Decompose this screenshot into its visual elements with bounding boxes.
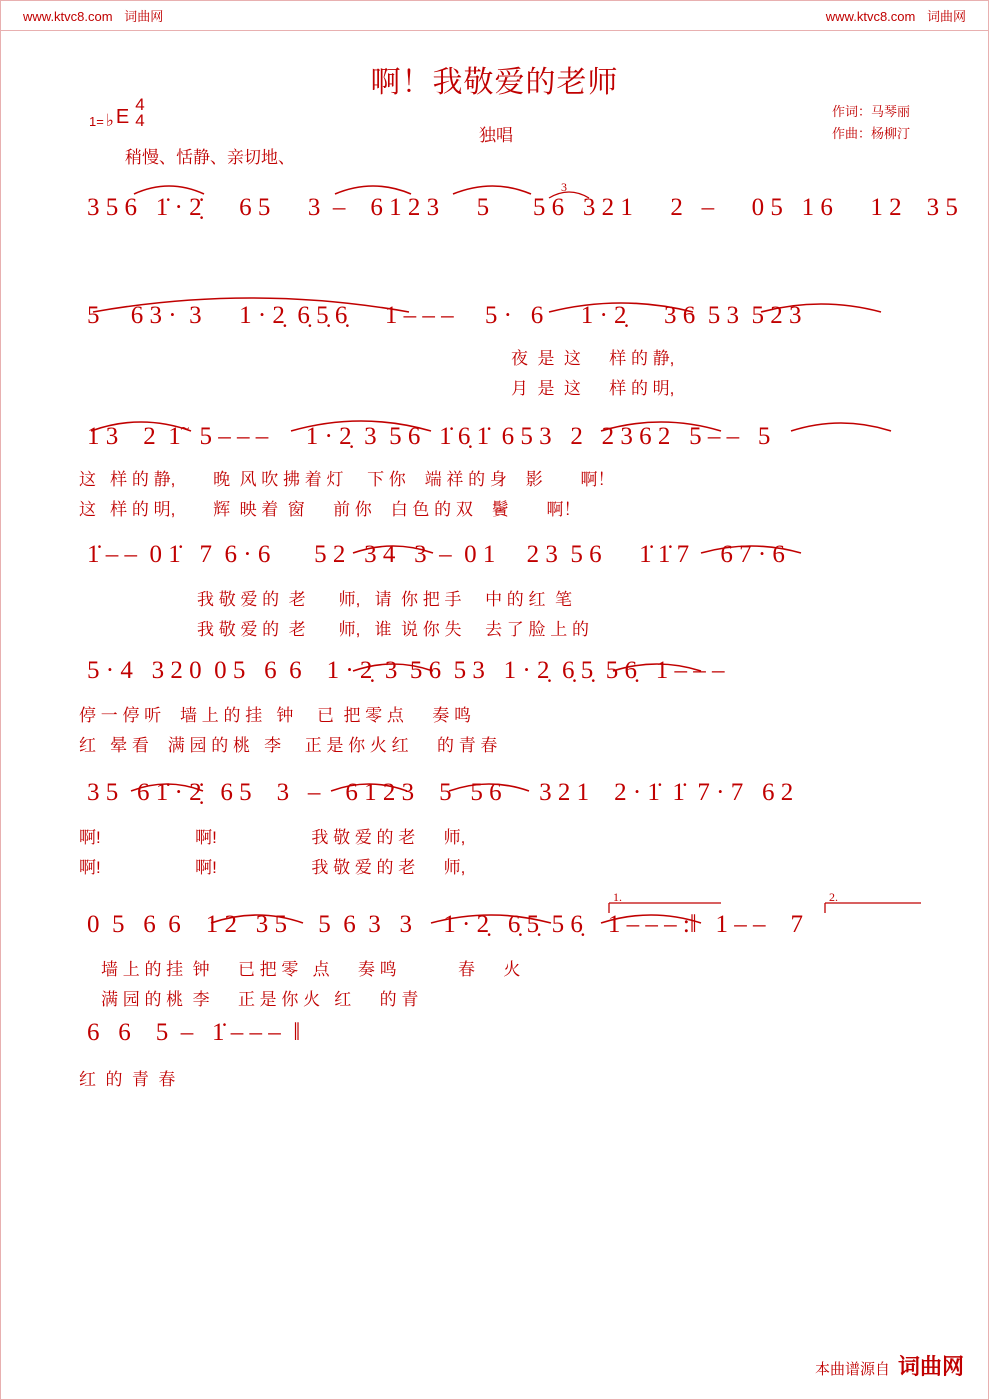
lyricist: 作词：马琴丽: [831, 104, 910, 119]
lyric-row-8-verse-1: 红 的 青 春: [79, 1070, 176, 1089]
watermark-left-label: 词曲网: [124, 9, 164, 24]
time-signature: [135, 97, 144, 129]
source-credit-brand: 词曲网: [897, 1354, 964, 1379]
lyric-row-7-verse-2: 满 园 的 桃 李 正 是 你 火 红 的 青: [101, 990, 419, 1009]
lyric-row-7-verse-1: 墙 上 的 挂 钟 已 把 零 点 奏 鸣 春 火: [101, 960, 521, 979]
lyric-row-6-verse-2: 啊! 啊! 我 敬 爱 的 老 师,: [79, 858, 466, 877]
note-row-3: 1 3 2 1̃ 5 – – – 1 · 2̣ 3 5 6 1̇ 6̣ 1̇ 6 5 3 2 2 3 6 2 5 – – 5: [87, 423, 771, 450]
lyric-row-3-verse-1: 这 样 的 静, 晚 风 吹 拂 着 灯 下 你 端 祥 的 身 影 啊！: [79, 470, 615, 489]
watermark-right-url: www.ktvc8.com: [825, 9, 916, 24]
note-row-5: 5 · 4 3 2 0 0 5 6 6 1 · 2̣ 3 5 6 5 3 1 · 2̣ 6̣ 5̣ 5 6̣ 1 – – –: [87, 657, 725, 684]
composer: 作曲：杨柳汀: [831, 126, 910, 142]
svg-text:1.: 1.: [613, 890, 622, 904]
lyric-row-5-verse-2: 红 晕 看 满 园 的 桃 李 正 是 你 火 红 的 青 春: [79, 736, 498, 755]
watermark-left-url: www.ktvc8.com: [23, 9, 113, 24]
key-one-equals: 1=: [89, 114, 104, 130]
lyric-row-4-verse-2: 我 敬 爱 的 老 师, 谁 说 你 失 去 了 脸 上 的: [197, 620, 589, 639]
time-signature-numerator: 4: [135, 95, 145, 114]
lyric-row-3-verse-2: 这 样 的 明, 辉 映 着 窗 前 你 白 色 的 双 鬢 啊！: [79, 500, 581, 519]
flat-icon: ♭: [105, 111, 114, 131]
note-row-6: 3 5 6 1̇ · 2̣̇ 6 5 3 – 6 1 2 3 5 5 6 3 2 1 2 · 1̇ 1̇ 7 · 7 6 2: [87, 779, 794, 806]
voice-type: 独唱: [479, 126, 513, 145]
lyric-row-6-verse-1: 啊! 啊! 我 敬 爱 的 老 师,: [79, 828, 466, 847]
note-row-8: 6 6 5 – 1̇ – – – ‖: [87, 1019, 301, 1046]
note-row-4: 1̇ – – 0 1̇ 7 6 · 6 5 2 3 4 3 – 0 1 2 3 5 6 1̇ 1̇ 7 6 7 · 6: [87, 541, 785, 568]
watermark-left: [23, 6, 163, 25]
page-title: 啊！我敬爱的老师: [370, 66, 619, 99]
watermark-right: [826, 6, 966, 25]
watermark-right-label: 词曲网: [926, 9, 966, 24]
key-signature: [89, 97, 145, 129]
time-signature-denominator: 4: [135, 111, 145, 131]
credits: [832, 101, 910, 145]
source-credit: [815, 1350, 964, 1381]
svg-text:3: 3: [561, 180, 567, 194]
watermark-bar: [1, 1, 988, 31]
svg-text:2.: 2.: [829, 890, 838, 904]
source-credit-text: 本曲谱源自: [814, 1361, 890, 1378]
lyric-row-2-verse-2: 月 是 这 样 的 明,: [511, 379, 675, 398]
tempo-expression-mark: 稍慢、恬静、亲切地、: [125, 148, 295, 167]
lyric-row-4-verse-1: 我 敬 爱 的 老 师, 请 你 把 手 中 的 红 笔: [197, 590, 572, 609]
note-row-7: 0 5 6 6 1 2 3 5 5 6 3 3 1 · 2̣ 6̣ 5̣ 5 6̣ 1 – – – :‖ 1 – – 7: [87, 911, 804, 938]
lyric-row-5-verse-1: 停 一 停 听 墙 上 的 挂 钟 已 把 零 点 奏 鸣: [79, 706, 471, 725]
lyric-row-2-verse-1: 夜 是 这 样 的 静,: [511, 349, 675, 368]
note-row-1: 3 5 6 1̇ · 2̣̇ 6 5 3 – 6 1 2 3 5 5 6 3 2 1 2 – 0 5 1 6 1 2 3 5: [87, 194, 958, 221]
key-letter: E: [115, 106, 130, 129]
note-row-2: 5 6 3 · 3 1 · 2̣ 6̣ 5̣ 6̣ 1 – – – 5 · 6 1 · 2̣ 3 6 5 3 5 2 3: [87, 302, 802, 329]
